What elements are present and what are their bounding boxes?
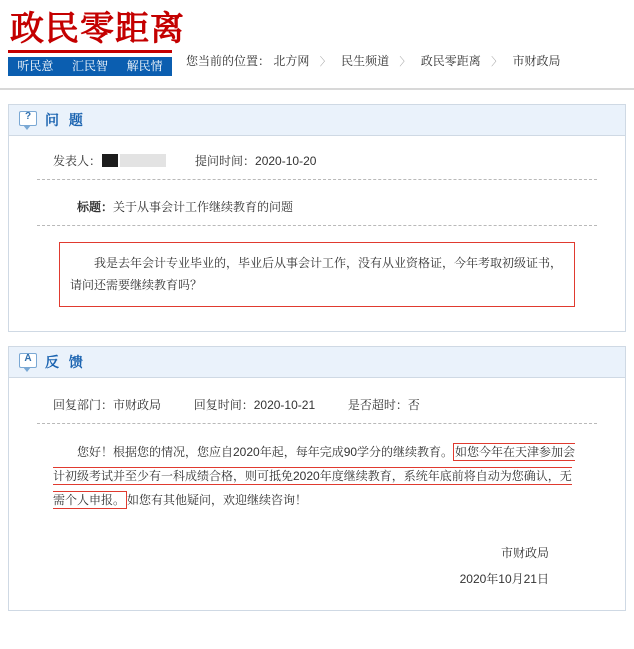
breadcrumb-item-3[interactable]: 市财政局 xyxy=(512,54,561,68)
logo-tagline xyxy=(8,57,172,76)
breadcrumb-item-0[interactable]: 北方网 xyxy=(273,54,310,68)
answer-part-1: 您好！根据您的情况，您应自2020年起，每年完成90学分的继续教育。 xyxy=(77,445,454,459)
signature-dept: 市财政局 xyxy=(500,546,549,560)
question-panel xyxy=(8,104,626,332)
answer-part-2: 如您有其他疑问，欢迎继续咨询！ xyxy=(127,493,308,507)
question-author-label: 发表人： xyxy=(53,154,102,168)
question-time-label: 提问时间： xyxy=(195,154,256,168)
question-panel-body xyxy=(9,136,625,331)
logo-tag-2: 汇民智 xyxy=(71,59,108,73)
breadcrumb-separator-2: 〉 xyxy=(491,56,503,68)
feedback-time-label: 回复时间： xyxy=(193,398,254,412)
question-time-value: 2020-10-20 xyxy=(255,153,317,168)
logo-text: 政民零距离 xyxy=(8,6,174,52)
logo-tag-1: 听民意 xyxy=(17,59,54,73)
question-content: 我是去年会计专业毕业的，毕业后从事会计工作，没有从业资格证，今年考取初级证书，请问还需要继续教育吗？ xyxy=(59,242,575,307)
feedback-panel-header xyxy=(9,347,625,378)
site-header xyxy=(0,0,634,90)
breadcrumb-separator-1: 〉 xyxy=(399,56,411,68)
breadcrumb-item-2[interactable]: 政民零距离 xyxy=(420,54,481,68)
question-subject-row xyxy=(25,180,609,225)
feedback-dept-label: 回复部门： xyxy=(53,398,114,412)
redacted-author-block xyxy=(102,154,118,167)
question-divider-2 xyxy=(37,225,597,226)
signature-date: 2020年10月21日 xyxy=(459,572,549,586)
feedback-overdue-value: 否 xyxy=(407,398,420,412)
feedback-panel xyxy=(8,346,626,611)
feedback-signature xyxy=(25,512,609,592)
redacted-author-name xyxy=(120,154,166,167)
logo-tag-3: 解民情 xyxy=(126,59,163,73)
answer-highlight: 如您今年在天津参加会计初级考试并至少有一科成绩合格，则可抵免2020年度继续教育，系统年底前将自动为您确认，无需个人申报。 xyxy=(53,445,576,507)
feedback-panel-body xyxy=(9,378,625,610)
feedback-bubble-icon: A xyxy=(19,353,37,371)
question-bubble-icon: ? xyxy=(19,111,37,129)
question-subject-label: 标题： xyxy=(77,200,114,214)
feedback-panel-title: 反 馈 xyxy=(45,354,86,370)
question-panel-title: 问 题 xyxy=(45,112,86,128)
question-subject-value: 关于从事会计工作继续教育的问题 xyxy=(113,200,294,214)
breadcrumb-label: 您当前的位置： xyxy=(186,54,271,68)
breadcrumb-separator-0: 〉 xyxy=(319,56,331,68)
feedback-answer xyxy=(25,424,609,512)
site-logo[interactable] xyxy=(8,6,185,76)
question-meta xyxy=(25,148,609,179)
question-panel-header xyxy=(9,105,625,136)
feedback-dept-value: 市财政局 xyxy=(113,398,162,412)
feedback-meta xyxy=(25,390,609,423)
breadcrumb xyxy=(186,52,560,69)
breadcrumb-item-1[interactable]: 民生频道 xyxy=(341,54,390,68)
feedback-time-value: 2020-10-21 xyxy=(253,398,316,412)
feedback-overdue-label: 是否超时： xyxy=(347,398,408,412)
